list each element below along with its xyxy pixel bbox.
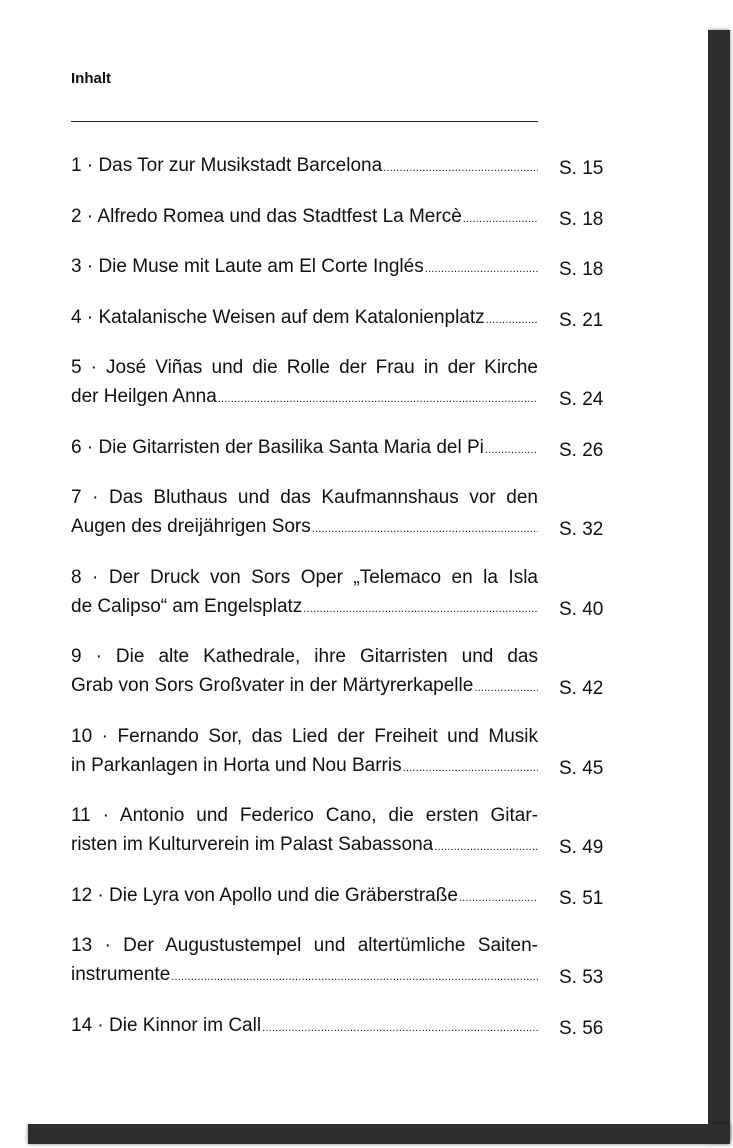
toc-entry-line: 13 · Der Augustustempel und altertümliche Saiten-	[71, 935, 538, 956]
toc-entry-title	[71, 433, 538, 465]
toc-page-number: S. 56	[559, 1017, 604, 1039]
toc-entry-title	[71, 642, 538, 703]
dot-leader	[383, 154, 538, 183]
toc-entry-line-last	[71, 202, 538, 234]
toc-entry-line-last	[71, 1011, 538, 1043]
toc-entry-line: 9 · Die alte Kathedrale, ihre Gitarristen und das	[71, 646, 538, 667]
toc-entry-title	[71, 1011, 538, 1043]
toc-entry-title	[71, 801, 538, 862]
toc-entry-line-last	[71, 303, 538, 335]
toc-entry-line-last	[71, 592, 538, 624]
toc-entry[interactable]	[71, 1011, 611, 1043]
toc-entry-line-last	[71, 433, 538, 465]
dot-leader	[171, 963, 538, 992]
toc-entry[interactable]	[71, 252, 611, 284]
toc-entry[interactable]	[71, 353, 611, 414]
table-of-contents	[71, 151, 611, 1061]
toc-page-number: S. 15	[559, 158, 604, 179]
toc-entry-line: Grab von Sors Großvater in der Märtyrerkapelle	[71, 675, 474, 696]
toc-entry-title	[71, 151, 538, 183]
dot-leader	[459, 884, 538, 913]
toc-entry-line: 2 · Alfredo Romea und das Stadtfest La Mercè	[71, 205, 462, 227]
toc-page-number: S. 42	[559, 678, 604, 699]
dot-leader	[434, 833, 538, 862]
toc-entry-line: 10 · Fernando Sor, das Lied der Freiheit und Musik	[71, 725, 538, 747]
dot-leader	[218, 385, 538, 414]
toc-entry-line: 5 · José Viñas und die Rolle der Frau in der Kirche	[71, 357, 538, 378]
toc-entry-line-last	[71, 512, 538, 544]
toc-entry-line-last	[71, 830, 538, 862]
toc-entry-line: 12 · Die Lyra von Apollo und die Gräberstraße	[71, 884, 458, 906]
toc-entry[interactable]	[71, 303, 611, 335]
toc-entry-line: Augen des dreijährigen Sors	[71, 516, 311, 537]
toc-entry-title	[71, 202, 538, 234]
toc-page-number: S. 45	[559, 757, 604, 779]
toc-page-number: S. 26	[559, 439, 604, 461]
toc-entry[interactable]	[71, 722, 611, 783]
toc-entry-line: 4 · Katalanische Weisen auf dem Katalonienplatz	[71, 306, 485, 328]
toc-entry-line: risten im Kulturverein im Palast Sabassona	[71, 834, 434, 855]
toc-entry[interactable]	[71, 881, 611, 913]
toc-entry-line-last	[71, 671, 538, 703]
toc-page-number: S. 51	[559, 887, 604, 909]
heading-divider	[71, 121, 538, 122]
toc-page-number: S. 24	[559, 389, 604, 410]
toc-entry[interactable]	[71, 483, 611, 544]
toc-entry-line: 6 · Die Gitarristen der Basilika Santa Maria del Pi	[71, 436, 484, 458]
toc-page-number: S. 18	[559, 259, 604, 280]
toc-entry-line: in Parkanlagen in Horta und Nou Barris	[71, 754, 402, 776]
toc-page-number: S. 18	[559, 208, 604, 230]
toc-entry-title	[71, 353, 538, 414]
toc-entry[interactable]	[71, 151, 611, 183]
toc-entry-line: 14 · Die Kinnor im Call	[71, 1014, 262, 1036]
toc-entry-line-last	[71, 881, 538, 913]
toc-entry-line: instrumente	[71, 964, 171, 985]
dot-leader	[312, 515, 538, 544]
toc-page-number: S. 53	[559, 967, 604, 988]
toc-entry-line: 7 · Das Bluthaus und das Kaufmannshaus vor den	[71, 487, 538, 508]
toc-entry-title	[71, 881, 538, 913]
toc-entry-line: 3 · Die Muse mit Laute am El Corte Inglés	[71, 256, 424, 277]
dot-leader	[262, 1014, 538, 1043]
toc-entry-line-last	[71, 960, 538, 992]
toc-entry[interactable]	[71, 433, 611, 465]
toc-entry-line: 1 · Das Tor zur Musikstadt Barcelona	[71, 155, 383, 176]
toc-page-number: S. 21	[559, 309, 604, 331]
dot-leader	[303, 595, 538, 624]
page-shadow-bottom	[28, 1124, 730, 1144]
dot-leader	[463, 205, 538, 234]
dot-leader	[485, 436, 538, 465]
toc-entry-title	[71, 931, 538, 992]
toc-entry-title	[71, 252, 538, 284]
toc-entry[interactable]	[71, 563, 611, 624]
toc-entry-line-last	[71, 751, 538, 783]
dot-leader	[403, 754, 538, 783]
toc-entry-line: 8 · Der Druck von Sors Oper „Telemaco en la Isla	[71, 566, 538, 588]
toc-page-number: S. 40	[559, 598, 604, 620]
toc-page-number: S. 49	[559, 837, 604, 858]
toc-entry[interactable]	[71, 801, 611, 862]
dot-leader	[474, 674, 538, 703]
dot-leader	[486, 306, 538, 335]
toc-entry-title	[71, 303, 538, 335]
toc-entry-line: 11 · Antonio und Federico Cano, die ersten Gitar-	[71, 805, 538, 826]
toc-entry[interactable]	[71, 642, 611, 703]
toc-entry-line: der Heilgen Anna	[71, 386, 217, 407]
toc-entry-title	[71, 722, 538, 783]
toc-entry[interactable]	[71, 931, 611, 992]
toc-entry-line-last	[71, 382, 538, 414]
page-shadow-right	[708, 30, 730, 1142]
toc-entry-line: de Calipso“ am Engelsplatz	[71, 595, 303, 617]
toc-entry-title	[71, 483, 538, 544]
toc-entry-line-last	[71, 151, 538, 183]
toc-heading: Inhalt	[71, 70, 111, 87]
toc-page-number: S. 32	[559, 519, 604, 540]
dot-leader	[425, 255, 538, 284]
toc-entry-title	[71, 563, 538, 624]
toc-entry-line-last	[71, 252, 538, 284]
toc-entry[interactable]	[71, 202, 611, 234]
